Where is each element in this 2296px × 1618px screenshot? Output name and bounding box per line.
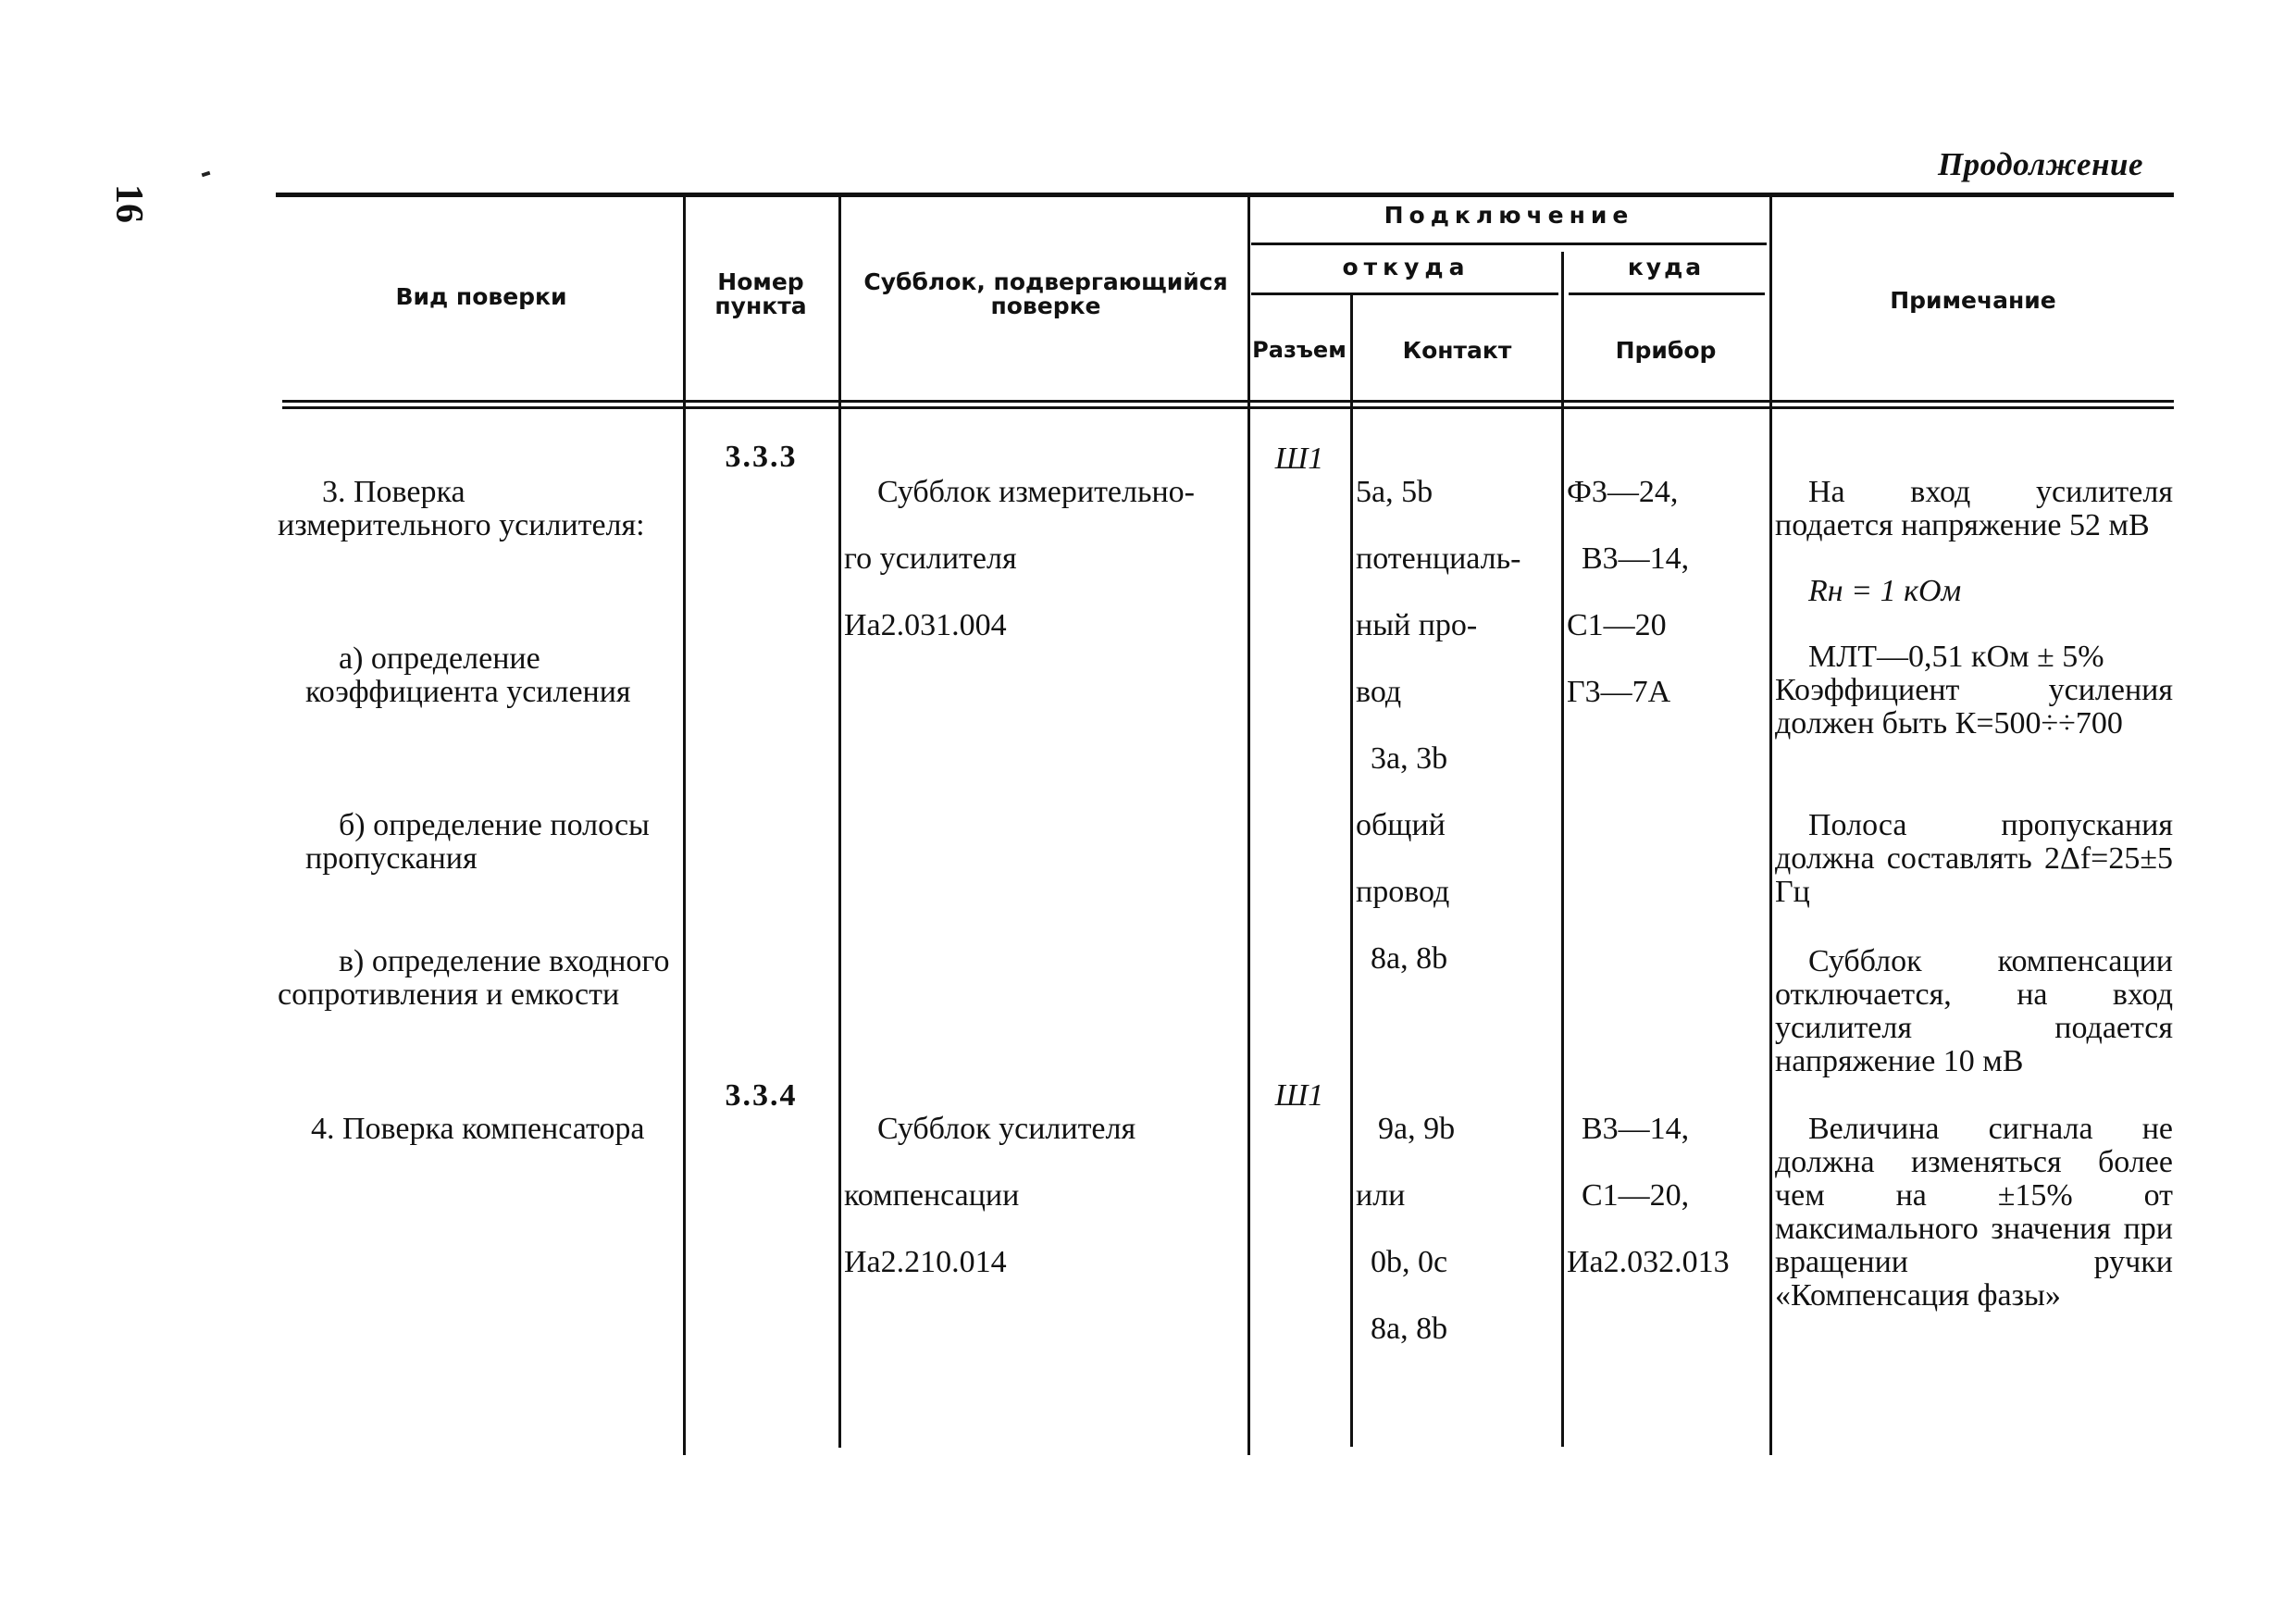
contacts-3 [1356,442,1558,1009]
note-2-text: Rн = 1 кОм [1808,574,1962,608]
col-sep-1 [683,196,686,1455]
table-top-rule [276,193,2174,197]
header-item-number: Номер пункта [714,268,807,320]
contact-3-2: потенциаль- [1356,541,1521,576]
subunit-3-line-3: Иа2.031.004 [844,608,1007,642]
device-3-4: Г3—7А [1567,675,1671,709]
note-4-text: Коэффициент усиления должен быть К=500÷÷700 [1775,673,2173,741]
device-4-3: Иа2.032.013 [1567,1245,1730,1279]
device-3-2: В3—14, [1582,541,1690,576]
contact-4-2: или [1356,1178,1406,1213]
note-5-text: Полоса пропускания должна составлять 2Δf=25±5 Гц [1775,808,2173,909]
to-rule [1569,292,1765,295]
devices-4 [1567,1079,1765,1313]
header-device: Прибор [1615,337,1717,364]
header-from: откуда [1342,254,1471,280]
device-3-3: С1—20 [1567,608,1667,642]
col-sep-2 [838,196,841,1448]
continuation-label: Продолжение [1937,146,2143,182]
connector-4: Ш1 [1274,1078,1324,1113]
type-row-4-title: 4. Поверка компенсатора [311,1112,645,1146]
contacts-4 [1356,1079,1558,1379]
device-4-1: В3—14, [1582,1112,1690,1146]
header-connection: Подключение [1384,202,1634,229]
subunit-4 [844,1079,1244,1313]
header-contact: Контакт [1402,337,1512,364]
subitem-a [305,609,676,742]
devices-3 [1567,442,1765,742]
col-sep-6 [1769,196,1772,1455]
contact-3-4: вод [1356,675,1402,709]
item-number-3: 3.3.3 [725,440,798,474]
print-speck [202,171,211,178]
col-sep-5 [1561,252,1564,1447]
header-to: куда [1627,254,1705,280]
subitem-c-text: в) определение входного сопротивления и емкости [278,944,670,1012]
contact-4-1: 9а, 9b [1378,1112,1456,1146]
col-sep-4 [1350,294,1353,1447]
header-subunit: Субблок, подвергающийся поверке [863,268,1228,320]
note-6-text: Субблок компенсации отключается, на вход усилителя подается напряжение 10 мВ [1775,944,2173,1078]
type-row-3-title: 3. Поверка измерительного усилителя: [278,475,645,542]
subunit-4-line-3: Иа2.210.014 [844,1245,1007,1279]
subitem-b-text: б) определение полосы пропускания [305,808,650,876]
note-4 [1775,641,2173,774]
item-number-4: 3.3.4 [725,1078,798,1113]
subunit-3-line-2: го усилителя [844,541,1017,576]
subitem-b [305,776,676,909]
type-row-3 [278,442,677,576]
contact-3-6: общий [1356,808,1446,842]
note-7-text: Величина сигнала не должна изменяться более чем на ±15% от максимального значения при вращении ручки «Компенсация фазы» [1775,1112,2173,1313]
device-3-1: Ф3—24, [1567,475,1679,509]
subunit-3 [844,442,1244,676]
page-number: 16 [107,184,150,223]
contact-4-4: 8а, 8b [1371,1312,1448,1346]
subunit-4-line-1: Субблок усилителя [877,1112,1136,1146]
header-bottom-rule-1 [282,400,2174,403]
note-1-text: На вход усилителя подается напряжение 52 мВ [1775,475,2173,542]
contact-3-5: 3а, 3b [1371,741,1448,776]
note-3-text: МЛТ—0,51 кОм ± 5% [1808,640,2104,674]
header-note: Примечание [1890,287,2056,314]
header-bottom-rule-2 [282,406,2174,409]
subitem-a-text: а) определение коэффициента усиления [305,641,631,709]
header-type: Вид поверки [395,283,567,310]
contact-3-7: провод [1356,875,1450,909]
connector-3: Ш1 [1274,442,1324,476]
subunit-3-line-1: Субблок измерительно- [877,475,1196,509]
col-sep-3 [1247,196,1250,1455]
device-4-2: С1—20, [1582,1178,1690,1213]
subitem-c [278,912,677,1045]
connection-rule [1251,243,1767,245]
header-connector: Разъем [1252,337,1347,363]
contact-4-3: 0b, 0c [1371,1245,1448,1279]
from-rule [1251,292,1558,295]
contact-3-8: 8а, 8b [1371,941,1448,976]
contact-3-1: 5а, 5b [1356,475,1433,509]
note-7 [1775,1079,2173,1346]
type-row-4 [278,1079,666,1179]
contact-3-3: ный про- [1356,608,1478,642]
subunit-4-line-2: компенсации [844,1178,1020,1213]
